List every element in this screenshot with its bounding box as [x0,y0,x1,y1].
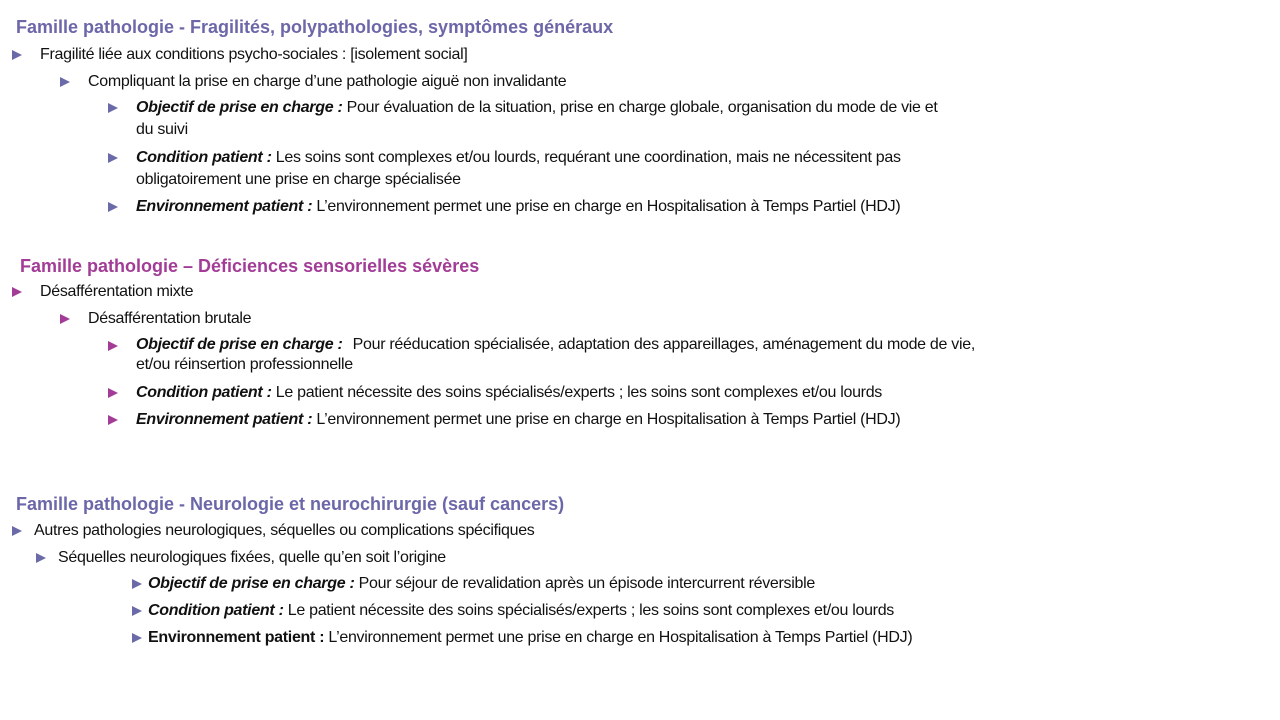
section-title-fragilites: Famille pathologie - Fragilités, polypathologies, symptômes généraux [16,17,614,37]
environment-text: L’environnement permet une prise en charge en Hospitalisation à Temps Partiel (HDJ) [328,629,913,646]
condition-label: Condition patient : [136,384,272,401]
list-item [108,196,1008,218]
list-item [132,573,1032,595]
arrow-bullet-icon [108,388,118,398]
condition-text: Les soins sont complexes et/ou lourds, requérant une coordination, mais ne nécessitent pas obligatoirement une prise en charge spécialisée [136,149,901,188]
condition-text: Le patient nécessite des soins spécialisés/experts ; les soins sont complexes et/ou lourds [275,384,882,401]
environment-label: Environnement patient : [148,629,325,646]
environment-text: L’environnement permet une prise en charge en Hospitalisation à Temps Partiel (HDJ) [316,411,901,428]
arrow-bullet-icon [108,341,118,351]
environment-text: L’environnement permet une prise en charge en Hospitalisation à Temps Partiel (HDJ) [316,198,901,215]
item-text: Désafférentation mixte [40,283,194,300]
list-item [108,335,988,375]
item-text: Séquelles neurologiques fixées, quelle qu’en soit l’origine [58,549,446,566]
item-text: Fragilité liée aux conditions psycho-sociales : [isolement social] [40,46,468,63]
arrow-bullet-icon [132,579,142,589]
item-text: Désafférentation brutale [88,310,252,327]
list-item [132,600,1032,622]
arrow-bullet-icon [60,77,70,87]
objective-label: Objectif de prise en charge : [148,575,355,592]
arrow-bullet-icon [132,606,142,616]
objective-label: Objectif de prise en charge : [136,336,343,353]
arrow-bullet-icon [108,103,118,113]
condition-text: Le patient nécessite des soins spécialisés/experts ; les soins sont complexes et/ou lourds [287,602,894,619]
arrow-bullet-icon [108,415,118,425]
arrow-bullet-icon [12,526,22,536]
objective-text: Pour rééducation spécialisée, adaptation des appareillages, aménagement du mode de vie, et/ou réinsertion professionnelle [136,336,975,373]
list-item [36,547,446,569]
list-item [108,409,1008,431]
list-item [60,71,566,93]
arrow-bullet-icon [108,153,118,163]
environment-label: Environnement patient : [136,198,313,215]
arrow-bullet-icon [12,287,22,297]
section-title-deficiences: Famille pathologie – Déficiences sensorielles sévères [20,256,480,276]
list-item [108,97,968,141]
list-item [132,627,1032,649]
arrow-bullet-icon [12,50,22,60]
list-item [60,308,251,330]
objective-label: Objectif de prise en charge : [136,99,343,116]
list-item [108,382,1008,404]
item-text: Autres pathologies neurologiques, séquelles ou complications spécifiques [34,522,535,539]
condition-label: Condition patient : [148,602,284,619]
section-title-neurologie: Famille pathologie - Neurologie et neurochirurgie (sauf cancers) [16,494,565,514]
objective-text: Pour séjour de revalidation après un épisode intercurrent réversible [358,575,815,592]
condition-label: Condition patient : [136,149,272,166]
arrow-bullet-icon [60,314,70,324]
objective-text: Pour évaluation de la situation, prise en charge globale, organisation du mode de vie et du suivi [136,99,938,138]
arrow-bullet-icon [108,202,118,212]
arrow-bullet-icon [132,633,142,643]
list-item [12,44,468,66]
list-item [12,281,193,303]
list-item [108,147,968,191]
arrow-bullet-icon [36,553,46,563]
list-item [12,520,535,542]
environment-label: Environnement patient : [136,411,313,428]
item-text: Compliquant la prise en charge d’une pathologie aiguë non invalidante [88,73,567,90]
